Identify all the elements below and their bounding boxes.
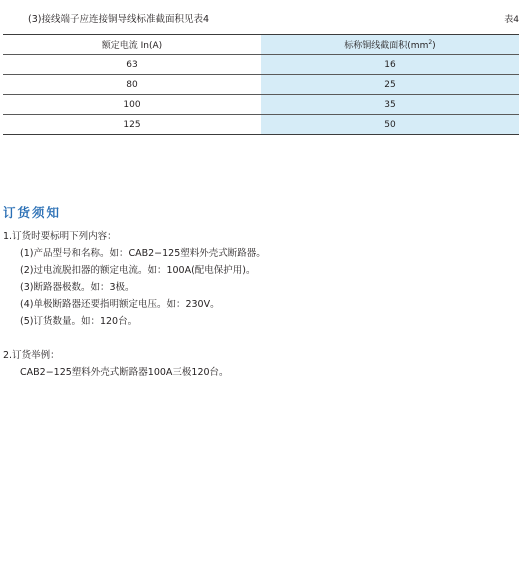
- cell-area: 35: [261, 95, 519, 115]
- table-header-row: [3, 35, 519, 55]
- section-gap: [3, 330, 513, 347]
- ordering-item1-line: (2)过电流脱扣器的额定电流。如：100A(配电保护用)。: [20, 265, 256, 276]
- ordering-item1-line: (5)订货数量。如：120台。: [20, 316, 138, 327]
- header-copper-area-sup: 2: [428, 39, 433, 46]
- table-row: [3, 115, 519, 135]
- ordering-item1-title: 1.订货时要标明下列内容：: [3, 231, 117, 242]
- ordering-item2-line: CAB2−125塑料外壳式断路器100A三极120台。: [20, 367, 229, 378]
- table-row: [3, 95, 519, 115]
- cell-current: 63: [3, 55, 261, 75]
- cell-current: 125: [3, 115, 261, 135]
- ordering-title: 订货须知: [3, 205, 62, 220]
- table-row: [3, 55, 519, 75]
- table-row: [3, 75, 519, 95]
- cell-current: 100: [3, 95, 261, 115]
- table-caption: (3)接线端子应连接铜导线标准截面积见表4: [28, 14, 210, 25]
- ordering-section: [3, 204, 513, 381]
- ordering-item1-line: (3)断路器极数。如：3极。: [20, 282, 135, 293]
- header-copper-area-close: ): [432, 41, 436, 51]
- cell-current: 80: [3, 75, 261, 95]
- ordering-item2-title: 2.订货举例：: [3, 350, 60, 361]
- header-copper-area: [261, 35, 519, 55]
- ordering-item1-line: (1)产品型号和名称。如：CAB2−125塑料外壳式断路器。: [20, 248, 266, 259]
- cell-area: 25: [261, 75, 519, 95]
- header-rated-current: 额定电流 In(A): [3, 35, 261, 55]
- header-copper-area-text: 标称铜线截面积(mm: [344, 41, 429, 51]
- table-heading: [0, 12, 522, 28]
- ordering-item1-line: (4)单极断路器还要指明额定电压。如：230V。: [20, 299, 220, 310]
- table-number: 表4: [504, 15, 519, 25]
- cell-area: 16: [261, 55, 519, 75]
- wire-section-table: [3, 34, 519, 135]
- cell-area: 50: [261, 115, 519, 135]
